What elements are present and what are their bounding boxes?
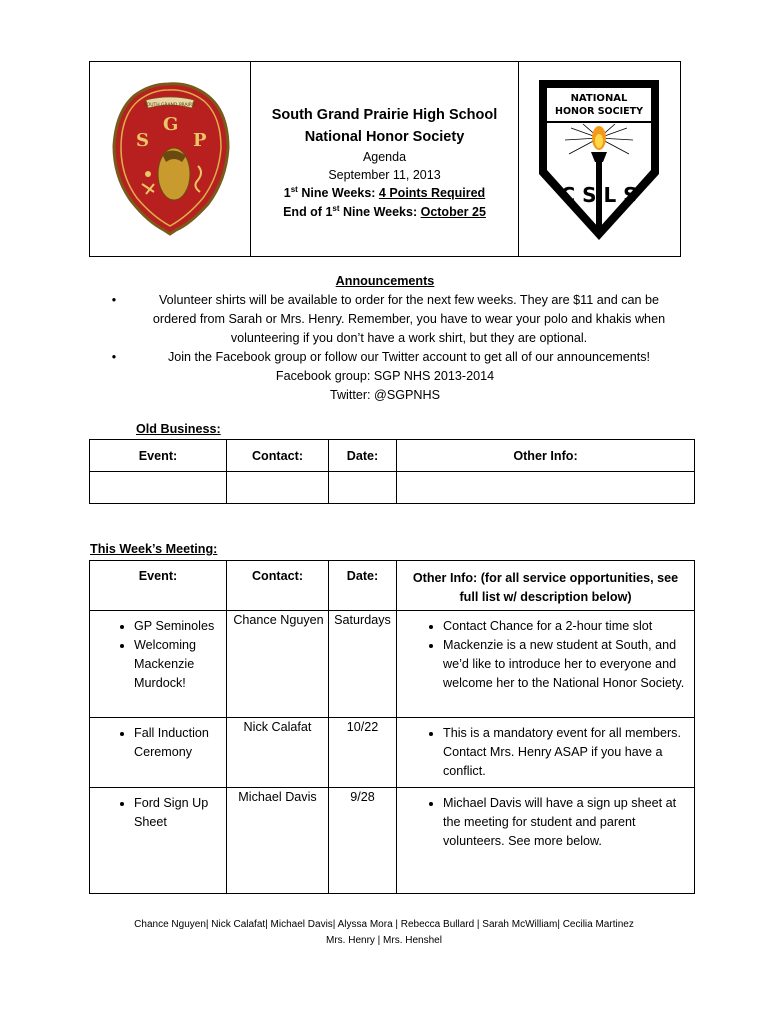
announcements-title: Announcements: [335, 274, 435, 288]
info-list: [397, 788, 694, 851]
footer: [0, 917, 768, 949]
announcements-section: [90, 272, 680, 405]
this-week-label: This Week’s Meeting:: [90, 542, 218, 556]
nine-weeks-value: 4 Points Required: [378, 186, 486, 200]
this-week-table: [89, 560, 695, 894]
school-logo-cell: [90, 62, 251, 256]
logo-top-text: SOUTH GRAND PRAIRIE: [143, 103, 197, 108]
end-label: Nine Weeks:: [339, 205, 421, 219]
list-item: • Mackenzie is a new student at South, and we’d like to introduce her to everyone and welcome her to the National Honor Society.: [443, 636, 690, 693]
col-other-info: Other Info: (for all service opportunities, see full list w/ description below): [397, 561, 695, 611]
table-cell: [397, 472, 695, 504]
announcement-social: Join the Facebook group or follow our Twitter account to get all of our announcements!: [167, 350, 651, 364]
table-header-row: [90, 440, 695, 472]
nine-weeks-prefix: 1: [283, 186, 291, 200]
table-cell: [227, 472, 329, 504]
twitter-handle: Twitter: @SGPNHS: [329, 388, 441, 402]
info-cell: [397, 788, 695, 894]
table-row: [90, 611, 695, 718]
announcement-bullet: [90, 348, 680, 367]
list-item: • This is a mandatory event for all members. Contact Mrs. Henry ASAP if you have a conflict.: [443, 724, 690, 781]
col-contact: Contact:: [227, 440, 329, 472]
col-other-info: Other Info:: [397, 440, 695, 472]
logo-letter-p: P: [193, 130, 207, 151]
announcement-bullet: [90, 291, 680, 348]
date-cell: Saturdays: [329, 611, 397, 718]
header-title-cell: [251, 62, 519, 256]
event-list: [90, 718, 226, 762]
table-row: [90, 472, 695, 504]
contact-cell: Michael Davis: [227, 788, 329, 894]
contact-cell: Chance Nguyen: [227, 611, 329, 718]
table-cell: [90, 472, 227, 504]
list-item: • Fall Induction Ceremony: [134, 724, 222, 762]
bullet-dot: •: [111, 350, 117, 364]
col-date: Date:: [329, 561, 397, 611]
date-cell: 9/28: [329, 788, 397, 894]
footer-officers: Chance Nguyen| Nick Calafat| Michael Davis| Alyssa Mora | Rebecca Bullard | Sarah McWilliam| Cecilia Martinez: [134, 919, 634, 930]
event-list: [90, 611, 226, 693]
col-event: Event:: [90, 440, 227, 472]
org-name: National Honor Society: [304, 129, 465, 145]
footer-advisors: Mrs. Henry | Mrs. Henshel: [326, 935, 442, 946]
list-item: • Welcoming Mackenzie Murdock!: [134, 636, 222, 693]
event-cell: [90, 611, 227, 718]
nhs-logo-line2: HONOR SOCIETY: [555, 106, 643, 117]
list-item: • GP Seminoles: [134, 617, 222, 636]
col-event: Event:: [90, 561, 227, 611]
info-list: [397, 718, 694, 781]
col-contact: Contact:: [227, 561, 329, 611]
nine-weeks-label: Nine Weeks:: [297, 186, 379, 200]
list-item: • Contact Chance for a 2-hour time slot: [443, 617, 690, 636]
end-of-nine-weeks: [251, 203, 518, 222]
end-sup: st: [332, 203, 340, 213]
info-cell: [397, 718, 695, 788]
event-list: [90, 788, 226, 832]
info-cell: [397, 611, 695, 718]
logo-letter-g: G: [163, 114, 179, 135]
header-box: [89, 61, 681, 257]
table-row: [90, 718, 695, 788]
table-header-row: [90, 561, 695, 611]
old-business-label: Old Business:: [136, 422, 221, 436]
nine-weeks-requirement: [251, 184, 518, 203]
nhs-emblem-logo: [519, 62, 679, 256]
table-cell: [329, 472, 397, 504]
facebook-group: Facebook group: SGP NHS 2013-2014: [275, 369, 495, 383]
school-name: South Grand Prairie High School: [271, 107, 498, 123]
nhs-logo-line1: NATIONAL: [570, 93, 628, 104]
contact-cell: Nick Calafat: [227, 718, 329, 788]
event-cell: [90, 788, 227, 894]
end-prefix: End of 1: [283, 205, 333, 219]
table-row: [90, 788, 695, 894]
info-list: [397, 611, 694, 693]
old-business-table: [89, 439, 695, 504]
list-item: • Ford Sign Up Sheet: [134, 794, 222, 832]
col-date: Date:: [329, 440, 397, 472]
agenda-date: September 11, 2013: [328, 168, 441, 182]
list-item: • Michael Davis will have a sign up sheet at the meeting for student and parent volunteers. See more below.: [443, 794, 692, 851]
date-cell: 10/22: [329, 718, 397, 788]
bullet-dot: •: [111, 293, 117, 307]
nhs-logo-cell: [519, 62, 679, 256]
event-cell: [90, 718, 227, 788]
nine-weeks-sup: st: [290, 184, 298, 194]
announcement-shirts: Volunteer shirts will be available to order for the next few weeks. They are $11 and can be ordered from Sarah or Mrs. Henry. Remember, you have to wear your polo and khakis when volunteering if you don’t have a work shirt, but they are optional.: [152, 293, 666, 345]
nhs-logo-letters: C S L S: [560, 183, 638, 207]
sgp-arrowhead-logo: [90, 62, 250, 256]
end-value: October 25: [420, 205, 486, 219]
logo-letter-s: S: [136, 130, 149, 151]
doc-type: Agenda: [362, 150, 407, 164]
